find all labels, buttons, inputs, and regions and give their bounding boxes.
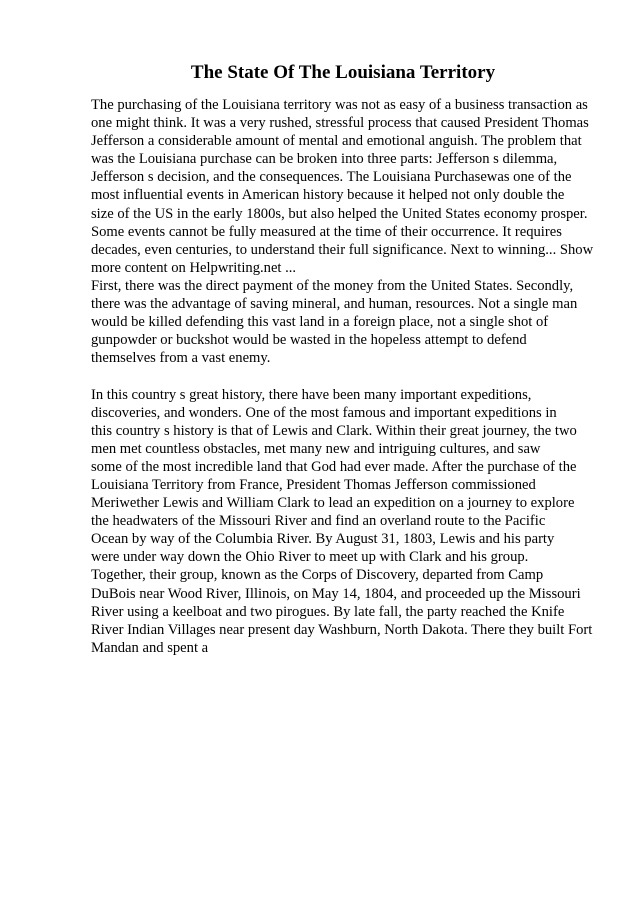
paragraph-gap: [91, 367, 611, 385]
text-line: decades, even centuries, to understand their full significance. Next to winning... Show: [91, 241, 594, 258]
text-line: Jefferson s decision, and the consequences. The Louisiana Purchasewas one of the: [91, 169, 572, 186]
text-line: more content on Helpwriting.net ...: [91, 259, 297, 276]
text-line: The purchasing of the Louisiana territory was not as easy of a business transaction as: [91, 97, 588, 113]
text-line: was the Louisiana purchase can be broken into three parts: Jefferson s dilemma,: [91, 151, 558, 168]
text-line: men met countless obstacles, met many new and intriguing cultures, and saw: [91, 440, 541, 457]
text-line: Ocean by way of the Columbia River. By August 31, 1803, Lewis and his party: [91, 531, 555, 548]
text-line: Some events cannot be fully measured at the time of their occurrence. It requires: [91, 223, 562, 240]
text-line: Meriwether Lewis and William Clark to lead an expedition on a journey to explore: [91, 495, 575, 512]
document-title: The State Of The Louisiana Territory: [190, 62, 496, 83]
text-line: most influential events in American history because it helped not only double the: [91, 187, 565, 204]
text-line: there was the advantage of saving mineral, and human, resources. Not a single man: [91, 296, 578, 313]
paragraph-2: [91, 277, 611, 367]
text-line: one might think. It was a very rushed, stressful process that caused President Thomas: [91, 115, 589, 132]
text-line: the headwaters of the Missouri River and find an overland route to the Pacific: [91, 513, 546, 530]
text-line: In this country s great history, there have been many important expeditions,: [91, 386, 532, 403]
text-line: some of the most incredible land that God had ever made. After the purchase of the: [91, 458, 577, 475]
text-line: River Indian Villages near present day Washburn, North Dakota. There they built Fort: [91, 621, 593, 638]
text-line: River using a keelboat and two pirogues. By late fall, the party reached the Knife: [91, 603, 565, 620]
document-body: [91, 96, 611, 657]
paragraph-3: [91, 386, 611, 657]
text-line: discoveries, and wonders. One of the most famous and important expeditions in: [91, 404, 557, 421]
text-line: Mandan and spent a: [91, 639, 209, 656]
text-line: First, there was the direct payment of the money from the United States. Secondly,: [91, 277, 574, 294]
text-line: size of the US in the early 1800s, but also helped the United States economy prosper.: [91, 205, 588, 222]
text-line: would be killed defending this vast land in a foreign place, not a single shot of: [91, 314, 549, 331]
text-line: Louisiana Territory from France, President Thomas Jefferson commissioned: [91, 476, 536, 493]
text-line: Jefferson a considerable amount of mental and emotional anguish. The problem that: [91, 133, 582, 150]
text-line: Together, their group, known as the Corps of Discovery, departed from Camp: [91, 567, 544, 584]
paragraph-1: [91, 96, 611, 277]
text-line: were under way down the Ohio River to meet up with Clark and his group.: [91, 549, 529, 566]
text-line: DuBois near Wood River, Illinois, on May 14, 1804, and proceeded up the Missouri: [91, 585, 581, 602]
text-line: this country s history is that of Lewis and Clark. Within their great journey, the two: [91, 422, 577, 439]
text-line: gunpowder or buckshot would be wasted in the hopeless attempt to defend: [91, 332, 527, 349]
text-line: themselves from a vast enemy.: [91, 350, 271, 367]
